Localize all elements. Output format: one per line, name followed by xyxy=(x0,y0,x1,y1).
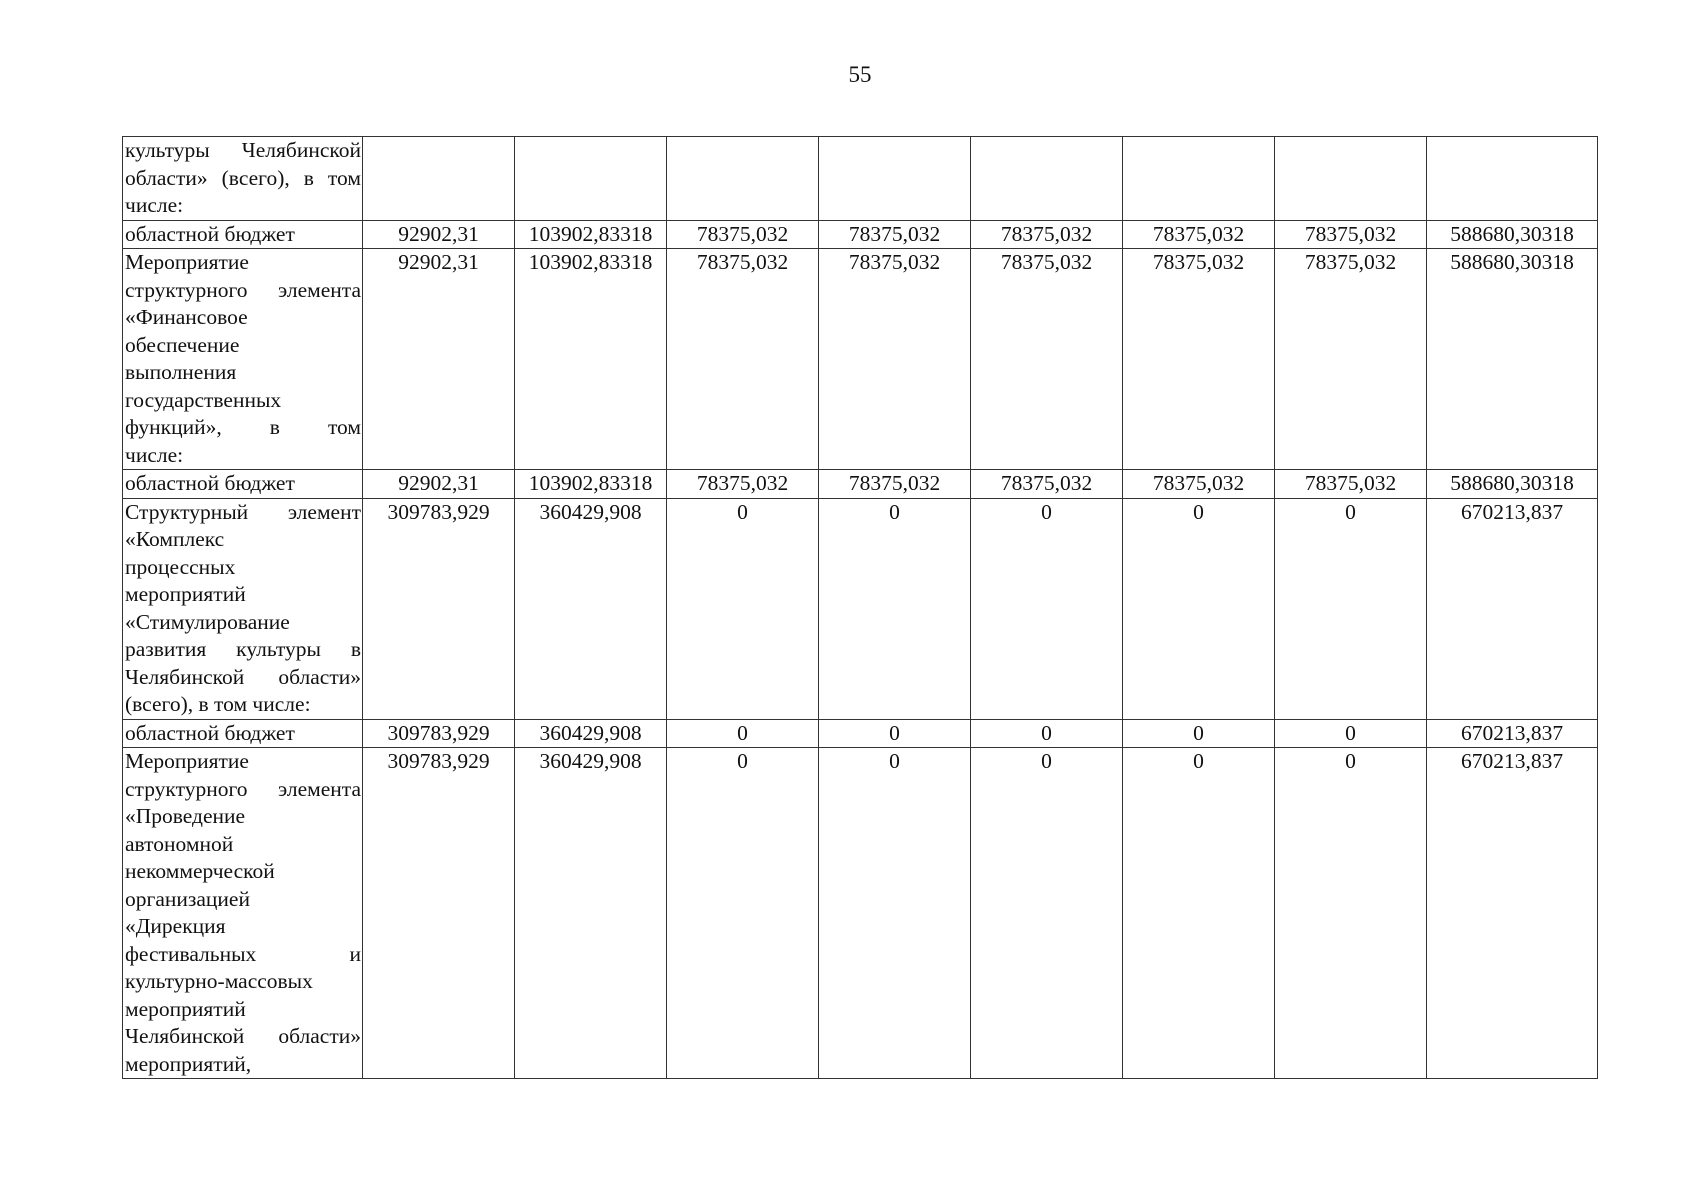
total-cell: 588680,30318 xyxy=(1427,249,1598,470)
table-row xyxy=(123,470,1598,499)
row-label-line: числе: xyxy=(125,193,184,217)
row-label-line: Структурный элемент xyxy=(125,499,361,524)
value-cell: 103902,83318 xyxy=(515,470,667,499)
row-label-line: культурно-массовых xyxy=(125,969,313,993)
table-row xyxy=(123,498,1598,719)
row-label-line: «Стимулирование xyxy=(125,609,290,634)
table-row xyxy=(123,249,1598,470)
value-cell: 78375,032 xyxy=(1275,220,1427,249)
total-cell: 670213,837 xyxy=(1427,498,1598,719)
value-cell: 360429,908 xyxy=(515,498,667,719)
value-cell: 0 xyxy=(667,748,819,1079)
row-label xyxy=(123,719,363,748)
value-cell: 78375,032 xyxy=(819,470,971,499)
value-cell: 0 xyxy=(971,498,1123,719)
row-label-line: функций», в том xyxy=(125,415,361,439)
value-cell: 0 xyxy=(1123,498,1275,719)
row-label-line: (всего), в том числе: xyxy=(125,692,311,716)
row-label-line: организацией xyxy=(125,886,250,911)
page-number: 55 xyxy=(848,62,872,87)
value-cell: 309783,929 xyxy=(363,748,515,1079)
value-cell: 92902,31 xyxy=(363,220,515,249)
row-label-line: обеспечение xyxy=(125,332,240,357)
value-cell: 0 xyxy=(667,719,819,748)
value-cell: 360429,908 xyxy=(515,748,667,1079)
row-label-line: мероприятий xyxy=(125,582,246,606)
value-cell: 0 xyxy=(819,748,971,1079)
value-cell: 0 xyxy=(971,748,1123,1079)
row-label-line: Челябинской области» xyxy=(125,664,361,689)
value-cell: 309783,929 xyxy=(363,498,515,719)
value-cell: 78375,032 xyxy=(1123,220,1275,249)
table-body xyxy=(123,137,1598,1079)
value-cell: 0 xyxy=(819,498,971,719)
value-cell: 78375,032 xyxy=(971,220,1123,249)
value-cell: 0 xyxy=(1275,498,1427,719)
total-cell: 588680,30318 xyxy=(1427,220,1598,249)
value-cell: 0 xyxy=(1123,719,1275,748)
row-label-line: «Комплекс xyxy=(125,527,225,551)
value-cell: 78375,032 xyxy=(667,470,819,499)
row-label-line: числе: xyxy=(125,442,184,467)
row-label xyxy=(123,470,363,499)
row-label-line: Мероприятие xyxy=(125,250,249,274)
total-cell: 588680,30318 xyxy=(1427,470,1598,499)
row-label-line: автономной xyxy=(125,831,234,856)
value-cell: 103902,83318 xyxy=(515,249,667,470)
row-label-line: Челябинской области» xyxy=(125,1024,361,1048)
value-cell: 92902,31 xyxy=(363,470,515,499)
row-label-line: областной бюджет xyxy=(125,221,295,246)
budget-table xyxy=(122,136,1598,1079)
value-cell: 78375,032 xyxy=(971,249,1123,470)
value-cell xyxy=(819,137,971,221)
row-label-line: государственных xyxy=(125,387,282,412)
table-row xyxy=(123,137,1598,221)
value-cell: 0 xyxy=(667,498,819,719)
value-cell xyxy=(971,137,1123,221)
value-cell: 0 xyxy=(1275,748,1427,1079)
value-cell xyxy=(363,137,515,221)
total-cell xyxy=(1427,137,1598,221)
value-cell xyxy=(1123,137,1275,221)
value-cell: 78375,032 xyxy=(1275,249,1427,470)
value-cell: 78375,032 xyxy=(667,249,819,470)
value-cell: 78375,032 xyxy=(1123,470,1275,499)
table-row xyxy=(123,220,1598,249)
value-cell: 0 xyxy=(971,719,1123,748)
value-cell: 103902,83318 xyxy=(515,220,667,249)
value-cell: 0 xyxy=(1275,719,1427,748)
row-label-line: структурного элемента xyxy=(125,277,361,302)
value-cell: 78375,032 xyxy=(819,249,971,470)
value-cell: 360429,908 xyxy=(515,719,667,748)
table-row xyxy=(123,719,1598,748)
total-cell: 670213,837 xyxy=(1427,748,1598,1079)
row-label-line: «Дирекция xyxy=(125,914,226,938)
row-label-line: мероприятий xyxy=(125,996,246,1021)
row-label xyxy=(123,249,363,470)
row-label xyxy=(123,748,363,1079)
row-label-line: «Финансовое xyxy=(125,305,248,329)
row-label-line: культуры Челябинской xyxy=(125,138,361,162)
value-cell xyxy=(1275,137,1427,221)
row-label-line: развития культуры в xyxy=(125,637,361,661)
value-cell: 78375,032 xyxy=(667,220,819,249)
row-label-line: выполнения xyxy=(125,360,237,384)
value-cell: 0 xyxy=(1123,748,1275,1079)
value-cell: 78375,032 xyxy=(1123,249,1275,470)
value-cell xyxy=(667,137,819,221)
row-label-line: Мероприятие xyxy=(125,749,249,773)
row-label-line: процессных xyxy=(125,554,236,579)
value-cell: 309783,929 xyxy=(363,719,515,748)
row-label xyxy=(123,137,363,221)
row-label-line: структурного элемента xyxy=(125,776,361,801)
row-label-line: мероприятий, xyxy=(125,1051,252,1076)
value-cell xyxy=(515,137,667,221)
value-cell: 92902,31 xyxy=(363,249,515,470)
total-cell: 670213,837 xyxy=(1427,719,1598,748)
value-cell: 78375,032 xyxy=(819,220,971,249)
row-label-line: фестивальных и xyxy=(125,941,361,966)
row-label-line: некоммерческой xyxy=(125,859,275,883)
row-label-line: областной бюджет xyxy=(125,720,295,745)
value-cell: 78375,032 xyxy=(971,470,1123,499)
row-label xyxy=(123,498,363,719)
value-cell: 0 xyxy=(819,719,971,748)
row-label-line: областной бюджет xyxy=(125,471,295,495)
row-label-line: «Проведение xyxy=(125,804,246,828)
value-cell: 78375,032 xyxy=(1275,470,1427,499)
table-row xyxy=(123,748,1598,1079)
row-label xyxy=(123,220,363,249)
row-label-line: области» (всего), в том xyxy=(125,165,361,190)
